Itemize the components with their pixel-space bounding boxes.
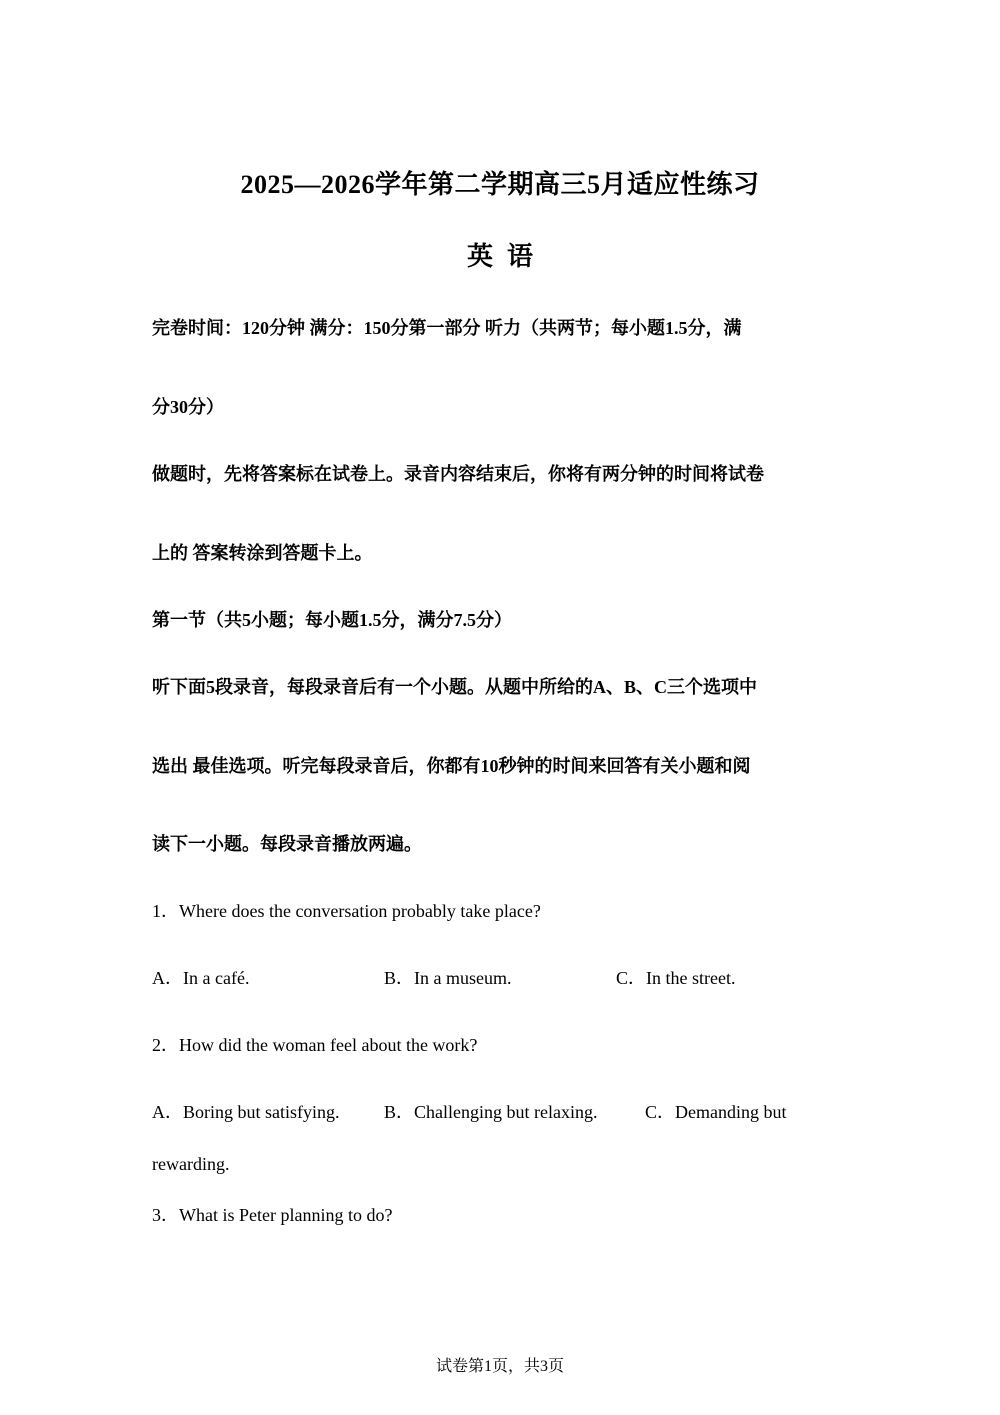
- exam-info-line-1: 完卷时间：120分钟 满分：150分第一部分 听力（共两节；每小题1.5分，满: [152, 318, 742, 338]
- question-1-option-a: A．In a café.: [152, 968, 250, 988]
- question-1-option-b: B．In a museum.: [384, 968, 512, 988]
- section-1-heading: 第一节（共5小题；每小题1.5分，满分7.5分）: [152, 610, 512, 630]
- page-footer: 试卷第1页，共3页: [435, 1358, 564, 1375]
- question-2-option-a: A．Boring but satisfying.: [152, 1102, 340, 1122]
- exam-info-line-2: 分30分）: [152, 397, 224, 417]
- section-1-directions-line-2: 选出 最佳选项。听完每段录音后，你都有10秒钟的时间来回答有关小题和阅: [152, 756, 751, 776]
- answer-note-line-2: 上的 答案转涂到答题卡上。: [152, 543, 373, 563]
- question-2-stem: 2．How did the woman feel about the work?: [152, 1035, 478, 1055]
- exam-title: 2025—2026学年第二学期高三5月适应性练习: [240, 170, 760, 199]
- question-2-option-c: C．Demanding but: [645, 1102, 787, 1122]
- question-3-stem: 3．What is Peter planning to do?: [152, 1205, 393, 1225]
- question-1-stem: 1．Where does the conversation probably take place?: [152, 901, 541, 921]
- question-2-option-b: B．Challenging but relaxing.: [384, 1102, 598, 1122]
- section-1-directions-line-1: 听下面5段录音，每段录音后有一个小题。从题中所给的A、B、C三个选项中: [152, 677, 758, 697]
- question-2-option-c-continuation: rewarding.: [152, 1154, 230, 1174]
- answer-note-line-1: 做题时，先将答案标在试卷上。录音内容结束后，你将有两分钟的时间将试卷: [152, 464, 764, 484]
- section-1-directions-line-3: 读下一小题。每段录音播放两遍。: [152, 834, 422, 854]
- subject-title: 英语: [466, 242, 547, 271]
- question-1-option-c: C．In the street.: [616, 968, 736, 988]
